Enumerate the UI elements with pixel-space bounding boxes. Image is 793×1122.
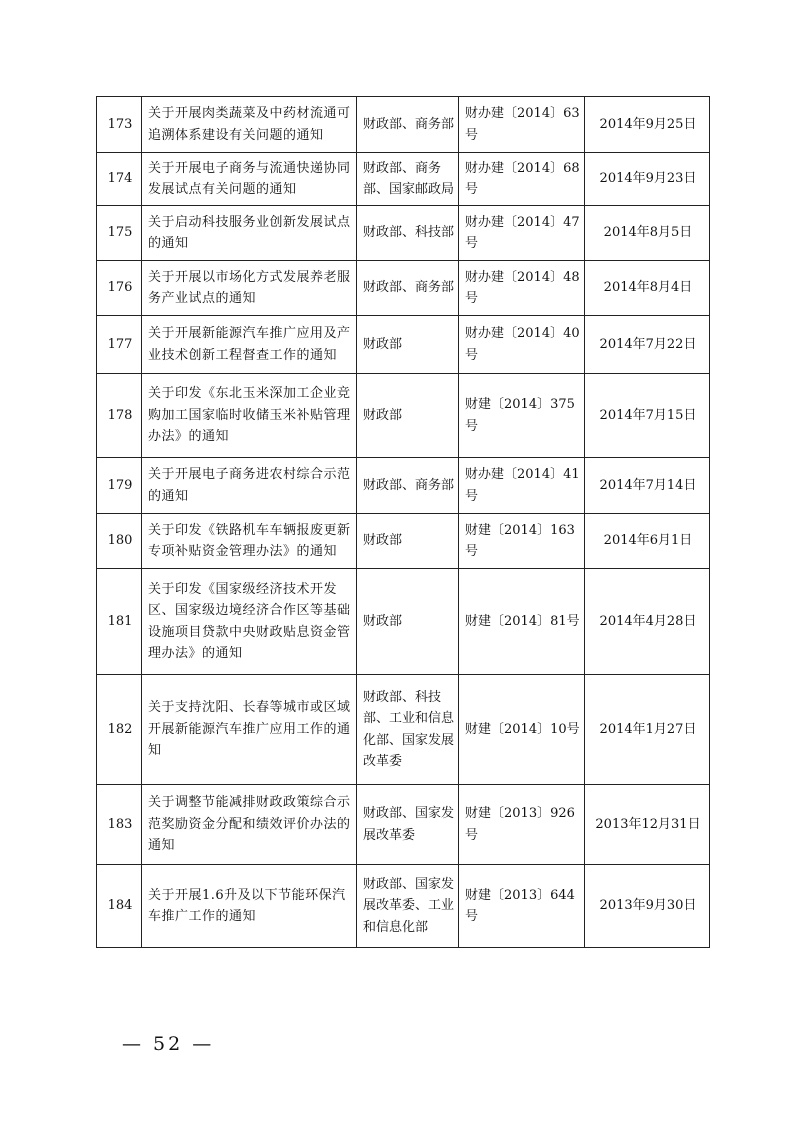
issue-date-text: 2014年9月23日 xyxy=(599,171,697,187)
issuing-department-text: 财政部、商务部、国家邮政局 xyxy=(363,160,455,197)
document-title-text: 关于启动科技服务业创新发展试点的通知 xyxy=(148,214,351,251)
document-number-cell xyxy=(459,785,585,865)
document-title-text: 关于印发《东北玉米深加工企业竞购加工国家临时收储玉米补贴管理办法》的通知 xyxy=(148,386,351,445)
document-number-text: 财建〔2014〕163号 xyxy=(465,522,575,559)
document-number-cell xyxy=(459,675,585,785)
issue-date-text: 2014年6月1日 xyxy=(603,533,693,549)
document-title-cell xyxy=(142,97,357,153)
row-number-cell xyxy=(97,261,142,316)
document-title-text: 关于印发《铁路机车车辆报废更新专项补贴资金管理办法》的通知 xyxy=(148,522,351,559)
document-title-cell xyxy=(142,261,357,316)
document-number-cell xyxy=(459,261,585,316)
row-number-text: 183 xyxy=(107,816,133,832)
table-row xyxy=(97,374,710,458)
document-number-cell xyxy=(459,458,585,514)
document-number-text: 财办建〔2014〕47号 xyxy=(465,214,580,251)
table-row xyxy=(97,206,710,261)
issue-date-cell xyxy=(585,153,710,206)
document-title-cell xyxy=(142,675,357,785)
issue-date-text: 2014年8月4日 xyxy=(603,280,693,296)
row-number-cell xyxy=(97,458,142,514)
document-number-text: 财办建〔2014〕40号 xyxy=(465,326,580,363)
row-number-text: 178 xyxy=(107,407,133,423)
issuing-department-text: 财政部、国家发展改革委、工业和信息化部 xyxy=(363,876,455,935)
document-title-text: 关于开展1.6升及以下节能环保汽车推广工作的通知 xyxy=(148,887,346,924)
table-row xyxy=(97,261,710,316)
document-number-cell xyxy=(459,865,585,948)
document-title-cell xyxy=(142,206,357,261)
issue-date-text: 2014年9月25日 xyxy=(599,116,697,132)
row-number-cell xyxy=(97,374,142,458)
issuing-department-cell xyxy=(357,261,459,316)
page-number: — 52 — xyxy=(122,1033,215,1055)
issuing-department-text: 财政部 xyxy=(363,407,403,423)
issuing-department-text: 财政部、科技部 xyxy=(363,225,455,241)
issue-date-text: 2014年8月5日 xyxy=(603,225,693,241)
issuing-department-text: 财政部、商务部 xyxy=(363,477,455,493)
document-number-text: 财建〔2014〕81号 xyxy=(465,613,580,629)
issuing-department-cell xyxy=(357,785,459,865)
document-title-text: 关于开展电子商务进农村综合示范的通知 xyxy=(148,467,351,504)
issuing-department-text: 财政部、国家发展改革委 xyxy=(363,806,455,843)
document-number-text: 财建〔2013〕644号 xyxy=(465,887,575,924)
table-row xyxy=(97,785,710,865)
row-number-text: 174 xyxy=(107,171,133,187)
issuing-department-cell xyxy=(357,316,459,374)
issue-date-text: 2014年7月15日 xyxy=(599,407,697,423)
issuing-department-cell xyxy=(357,865,459,948)
table-row xyxy=(97,316,710,374)
issuing-department-text: 财政部、商务部 xyxy=(363,116,455,132)
row-number-text: 182 xyxy=(107,721,133,737)
row-number-cell xyxy=(97,153,142,206)
issue-date-text: 2013年12月31日 xyxy=(595,816,701,832)
issue-date-cell xyxy=(585,514,710,569)
document-title-cell xyxy=(142,153,357,206)
issuing-department-cell xyxy=(357,458,459,514)
issuing-department-text: 财政部 xyxy=(363,336,403,352)
row-number-cell xyxy=(97,865,142,948)
row-number-cell xyxy=(97,675,142,785)
row-number-cell xyxy=(97,316,142,374)
row-number-text: 173 xyxy=(107,116,133,132)
issuing-department-cell xyxy=(357,374,459,458)
row-number-text: 176 xyxy=(107,280,133,296)
table-row xyxy=(97,153,710,206)
document-number-cell xyxy=(459,374,585,458)
issue-date-cell xyxy=(585,675,710,785)
table-row xyxy=(97,865,710,948)
document-title-cell xyxy=(142,785,357,865)
row-number-text: 177 xyxy=(107,336,133,352)
row-number-text: 181 xyxy=(107,613,133,629)
document-title-cell xyxy=(142,374,357,458)
document-number-text: 财办建〔2014〕48号 xyxy=(465,269,580,306)
row-number-text: 175 xyxy=(107,225,133,241)
row-number-cell xyxy=(97,514,142,569)
table-row xyxy=(97,97,710,153)
document-number-text: 财建〔2013〕926号 xyxy=(465,806,575,843)
issuing-department-cell xyxy=(357,675,459,785)
document-title-text: 关于支持沈阳、长春等城市或区域开展新能源汽车推广应用工作的通知 xyxy=(148,700,351,759)
document-title-text: 关于开展以市场化方式发展养老服务产业试点的通知 xyxy=(148,269,351,306)
table-body xyxy=(97,97,710,948)
table-row xyxy=(97,458,710,514)
issuing-department-text: 财政部 xyxy=(363,613,403,629)
document-title-cell xyxy=(142,316,357,374)
issue-date-cell xyxy=(585,569,710,675)
document-number-cell xyxy=(459,153,585,206)
document-title-cell xyxy=(142,514,357,569)
issue-date-text: 2014年1月27日 xyxy=(599,721,697,737)
document-number-text: 财建〔2014〕375号 xyxy=(465,397,575,434)
document-number-text: 财办建〔2014〕68号 xyxy=(465,160,580,197)
issue-date-text: 2014年7月14日 xyxy=(599,477,697,493)
issuing-department-cell xyxy=(357,153,459,206)
document-title-text: 关于开展新能源汽车推广应用及产业技术创新工程督查工作的通知 xyxy=(148,326,351,363)
document-title-cell xyxy=(142,458,357,514)
document-number-cell xyxy=(459,514,585,569)
issue-date-text: 2014年4月28日 xyxy=(599,613,697,629)
issue-date-text: 2014年7月22日 xyxy=(599,336,697,352)
issue-date-cell xyxy=(585,206,710,261)
issuing-department-cell xyxy=(357,569,459,675)
row-number-text: 179 xyxy=(107,477,133,493)
document-title-text: 关于印发《国家级经济技术开发区、国家级边境经济合作区等基础设施项目贷款中央财政贴息资金管理办法》的通知 xyxy=(148,581,351,661)
document-number-cell xyxy=(459,97,585,153)
issue-date-text: 2013年9月30日 xyxy=(599,898,697,914)
document-title-cell xyxy=(142,865,357,948)
document-number-cell xyxy=(459,569,585,675)
row-number-cell xyxy=(97,785,142,865)
row-number-text: 180 xyxy=(107,533,133,549)
row-number-cell xyxy=(97,569,142,675)
document-number-cell xyxy=(459,206,585,261)
issue-date-cell xyxy=(585,785,710,865)
document-title-text: 关于调整节能减排财政政策综合示范奖励资金分配和绩效评价办法的通知 xyxy=(148,795,351,854)
document-number-text: 财办建〔2014〕63号 xyxy=(465,106,580,143)
row-number-cell xyxy=(97,206,142,261)
issue-date-cell xyxy=(585,458,710,514)
issue-date-cell xyxy=(585,316,710,374)
table-row xyxy=(97,569,710,675)
document-title-text: 关于开展电子商务与流通快递协同发展试点有关问题的通知 xyxy=(148,160,351,197)
issue-date-cell xyxy=(585,374,710,458)
document-title-text: 关于开展肉类蔬菜及中药材流通可追溯体系建设有关问题的通知 xyxy=(148,106,351,143)
issuing-department-cell xyxy=(357,514,459,569)
issuing-department-text: 财政部、商务部 xyxy=(363,280,455,296)
table-row xyxy=(97,675,710,785)
document-number-text: 财办建〔2014〕41号 xyxy=(465,467,580,504)
issuing-department-text: 财政部 xyxy=(363,533,403,549)
issuing-department-cell xyxy=(357,97,459,153)
document-title-cell xyxy=(142,569,357,675)
issue-date-cell xyxy=(585,865,710,948)
row-number-text: 184 xyxy=(107,898,133,914)
row-number-cell xyxy=(97,97,142,153)
document-number-cell xyxy=(459,316,585,374)
document-number-text: 财建〔2014〕10号 xyxy=(465,721,580,737)
issuing-department-text: 财政部、科技部、工业和信息化部、国家发展改革委 xyxy=(363,689,455,769)
issue-date-cell xyxy=(585,97,710,153)
issuing-department-cell xyxy=(357,206,459,261)
policy-document-table xyxy=(96,96,710,948)
issue-date-cell xyxy=(585,261,710,316)
table-row xyxy=(97,514,710,569)
